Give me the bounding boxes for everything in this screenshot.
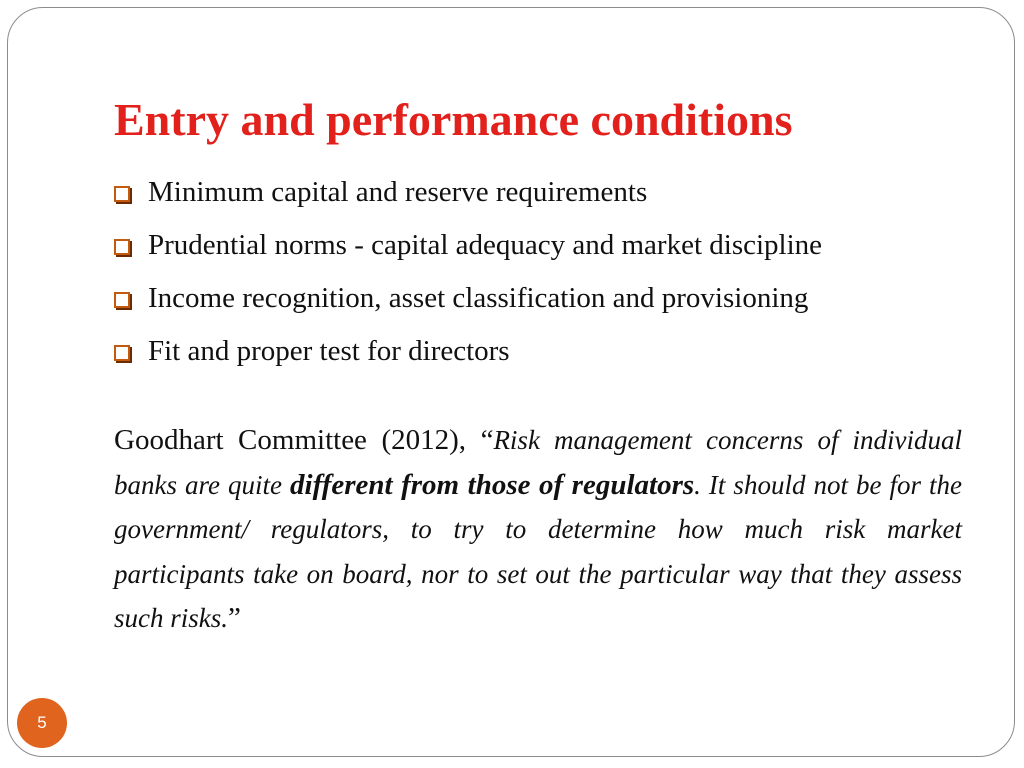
checkbox-bullet-icon — [114, 345, 130, 361]
bullet-item — [114, 325, 822, 378]
quote-text-start: Risk management concerns of individual banks are quite — [114, 425, 962, 500]
quote-paragraph — [114, 418, 962, 641]
bullet-text: Income recognition, asset classification and provisioning — [148, 282, 809, 314]
checkbox-bullet-icon — [114, 186, 130, 202]
bullet-list — [114, 166, 822, 378]
quote-text-end: . It should not be for the government/ regulators, to try to determine how much risk market participants take on board, nor to set out the particular way that they assess such risks. — [114, 469, 963, 633]
bullet-text: Fit and proper test for directors — [148, 335, 510, 367]
bullet-text: Prudential norms - capital adequacy and market discipline — [148, 229, 823, 261]
bullet-item — [114, 166, 822, 219]
bullet-item — [114, 272, 822, 325]
checkbox-bullet-icon — [114, 292, 130, 308]
quote-source: Goodhart Committee (2012), “ — [114, 424, 494, 456]
slide-title: Entry and performance conditions — [114, 94, 793, 145]
quote-closing-mark: ” — [228, 602, 241, 634]
page-number-badge: 5 — [17, 698, 67, 748]
checkbox-bullet-icon — [114, 239, 130, 255]
quote-emphasis: different from those of regulators — [290, 468, 695, 501]
bullet-text: Minimum capital and reserve requirements — [148, 176, 648, 208]
bullet-item — [114, 219, 822, 272]
